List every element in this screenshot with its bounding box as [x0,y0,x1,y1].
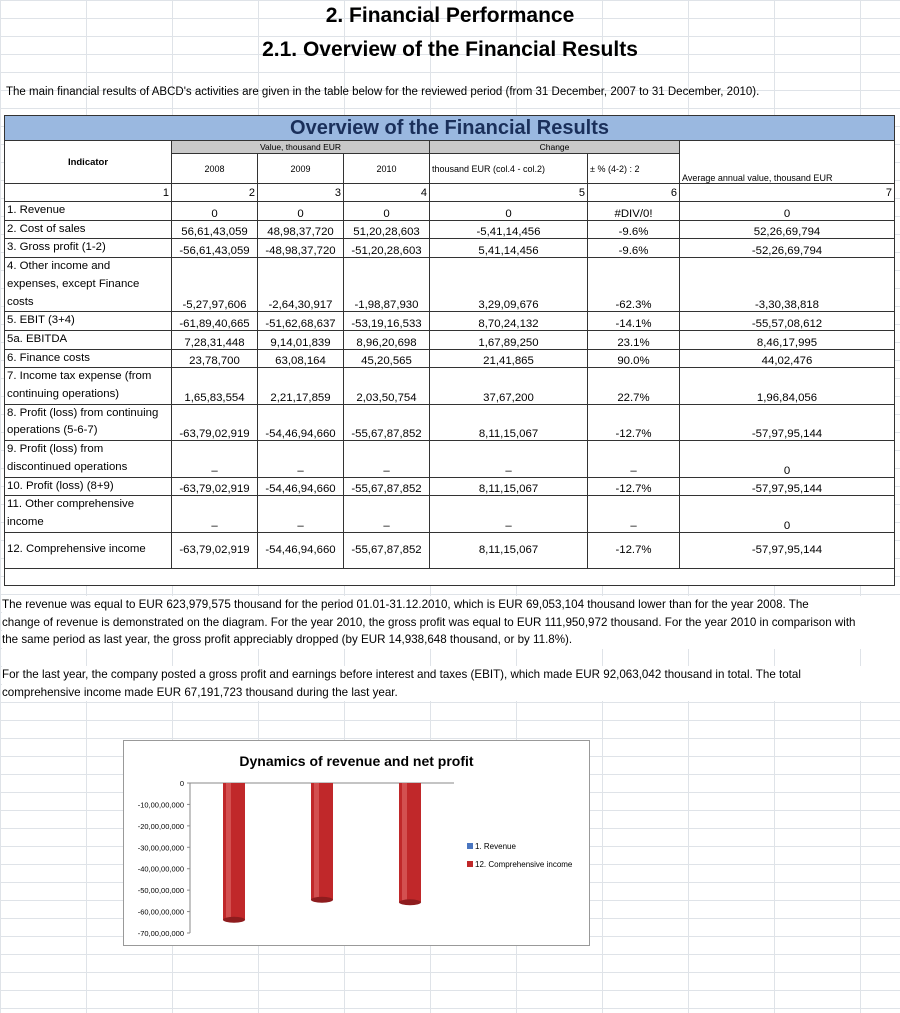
table-row [5,220,895,239]
indicator-cell [5,368,172,404]
cell-v2010: 51,20,28,603 [344,220,430,239]
indicator-label: expenses, except Finance [7,277,140,290]
cell-pct: -12.7% [588,532,680,568]
cell-chg: 5,41,14,456 [430,239,588,258]
cell-v2010: 0 [344,202,430,221]
cell-avg: -57,97,95,144 [680,477,895,496]
indicator-cell [5,349,172,368]
value-group-header: Value, thousand EUR [172,141,430,154]
cell-v2008: -56,61,43,059 [172,239,258,258]
legend-swatch [467,843,473,849]
cell-v2009: -54,46,94,660 [258,404,344,440]
legend-swatch [467,861,473,867]
cell-v2009: -2,64,30,917 [258,258,344,312]
table-row [5,496,895,532]
col-2008-header: 2008 [172,154,258,184]
cell-pct: -9.6% [588,220,680,239]
indicator-cell [5,239,172,258]
table-row [5,404,895,440]
paragraph-line: change of revenue is demonstrated on the diagram. For the year 2010, the gross profit was equal to EUR 111,950,972 thousand. For the year 2010 in comparison with [2,615,856,629]
indicator-label: 2. Cost of sales [7,222,86,235]
indicator-cell [5,496,172,532]
indicator-label: 10. Profit (loss) (8+9) [7,479,114,492]
chart-title: Dynamics of revenue and net profit [239,753,474,769]
legend-label: 12. Comprehensive income [475,860,573,869]
table-row [5,330,895,349]
cell-pct: -14.1% [588,312,680,331]
cell-v2009: 9,14,01,839 [258,330,344,349]
revenue-profit-chart[interactable] [123,740,590,946]
indicator-cell [5,441,172,477]
cell-pct: -12.7% [588,404,680,440]
cell-v2010: – [344,496,430,532]
analysis-paragraph-1 [2,596,900,649]
cell-v2009: 63,08,164 [258,349,344,368]
cell-chg: 37,67,200 [430,368,588,404]
y-tick-label: -70,00,00,000 [137,929,184,938]
paragraph-line: comprehensive income made EUR 67,191,723 thousand during the last year. [2,685,398,699]
table-body [5,202,895,569]
y-tick-label: -20,00,00,000 [137,821,184,831]
column-number: 2 [172,184,258,202]
cell-v2008: 7,28,31,448 [172,330,258,349]
cell-chg: 1,67,89,250 [430,330,588,349]
cell-v2008: -63,79,02,919 [172,404,258,440]
cell-avg: -3,30,38,818 [680,258,895,312]
cell-avg: 1,96,84,056 [680,368,895,404]
cell-pct: 23.1% [588,330,680,349]
cell-v2009: 0 [258,202,344,221]
cell-chg: 0 [430,202,588,221]
y-tick-label: -50,00,00,000 [137,886,184,896]
avg-header: Average annual value, thousand EUR [680,141,895,184]
bar-highlight [314,783,319,900]
cell-v2008: -61,89,40,665 [172,312,258,331]
indicator-label: 12. Comprehensive income [7,543,146,556]
indicator-label: 6. Finance costs [7,351,90,364]
col-change-eur-header: thousand EUR (col.4 - col.2) [430,154,588,184]
y-tick-label: -10,00,00,000 [137,800,184,810]
cell-chg: 8,70,24,132 [430,312,588,331]
cell-v2008: 56,61,43,059 [172,220,258,239]
indicator-cell [5,312,172,331]
indicator-label: discontinued operations [7,460,128,473]
indicator-label: costs [7,295,34,308]
cell-v2010: -55,67,87,852 [344,532,430,568]
cell-pct: -62.3% [588,258,680,312]
cell-v2008: 1,65,83,554 [172,368,258,404]
cell-avg: -52,26,69,794 [680,239,895,258]
indicator-label: income [7,515,44,528]
intro-text: The main financial results of ABCD's activities are given in the table below for the reviewed period (from 31 December, 2007 to 31 December, 2010). [6,86,760,98]
cell-v2009: 48,98,37,720 [258,220,344,239]
cell-chg: -5,41,14,456 [430,220,588,239]
cell-v2009: – [258,441,344,477]
cell-avg: 52,26,69,794 [680,220,895,239]
y-tick-label: -30,00,00,000 [137,843,184,853]
cell-v2008: – [172,441,258,477]
cell-pct: – [588,496,680,532]
cell-v2010: 2,03,50,754 [344,368,430,404]
indicator-cell [5,477,172,496]
cell-avg: -55,57,08,612 [680,312,895,331]
cell-v2010: -53,19,16,533 [344,312,430,331]
subsection-heading: 2.1. Overview of the Financial Results [262,38,638,61]
column-number: 4 [344,184,430,202]
cell-v2008: – [172,496,258,532]
cell-chg: – [430,441,588,477]
cell-avg: 0 [680,441,895,477]
cell-v2010: 8,96,20,698 [344,330,430,349]
column-number: 6 [588,184,680,202]
table-row [5,532,895,568]
paragraph-line: The revenue was equal to EUR 623,979,575 thousand for the period 01.01-31.12.2010, which is EUR 69,053,104 thousand lower than for the year 2008. The [2,598,809,611]
indicator-label: 5a. EBITDA [7,332,68,345]
cell-v2009: -51,62,68,637 [258,312,344,331]
cell-avg: 0 [680,202,895,221]
cell-chg: 8,11,15,067 [430,404,588,440]
chart-plot [124,741,589,945]
cell-chg: 3,29,09,676 [430,258,588,312]
cell-v2010: -55,67,87,852 [344,404,430,440]
cell-chg: 8,11,15,067 [430,477,588,496]
table-row [5,239,895,258]
indicator-cell [5,202,172,221]
cell-pct: -12.7% [588,477,680,496]
indicator-cell [5,220,172,239]
financial-results-table [4,115,895,586]
table-row [5,312,895,331]
y-tick-label: 0 [179,779,184,788]
column-number: 1 [5,184,172,202]
cell-v2009: -54,46,94,660 [258,477,344,496]
cell-v2010: -51,20,28,603 [344,239,430,258]
bar-highlight [402,783,407,902]
cell-v2010: 45,20,565 [344,349,430,368]
cell-v2010: -55,67,87,852 [344,477,430,496]
table-row [5,441,895,477]
cell-pct: 22.7% [588,368,680,404]
table-row [5,368,895,404]
indicator-label: 9. Profit (loss) from [7,443,104,456]
cell-pct: 90.0% [588,349,680,368]
indicator-cell [5,404,172,440]
indicator-label: continuing operations) [7,388,120,401]
indicator-label: 4. Other income and [7,260,111,273]
table-row [5,349,895,368]
bar-bottom-cap [223,917,245,923]
cell-avg: 0 [680,496,895,532]
y-tick-label: -40,00,00,000 [137,864,184,874]
cell-v2010: – [344,441,430,477]
legend-label: 1. Revenue [475,842,516,851]
cell-v2009: 2,21,17,859 [258,368,344,404]
col-change-pct-header: ± % (4-2) : 2 [588,154,680,184]
indicator-cell [5,532,172,568]
cell-avg: 44,02,476 [680,349,895,368]
col-2010-header: 2010 [344,154,430,184]
cell-v2009: – [258,496,344,532]
cell-v2008: 23,78,700 [172,349,258,368]
cell-v2010: -1,98,87,930 [344,258,430,312]
section-heading: 2. Financial Performance [325,4,575,27]
cell-v2008: -5,27,97,606 [172,258,258,312]
indicator-label: 11. Other comprehensive [7,498,135,511]
cell-v2009: -48,98,37,720 [258,239,344,258]
indicator-label: 3. Gross profit (1-2) [7,241,106,254]
cell-pct: – [588,441,680,477]
column-number: 3 [258,184,344,202]
indicator-header: Indicator [5,141,172,184]
cell-chg: – [430,496,588,532]
indicator-cell [5,258,172,312]
bar-bottom-cap [311,897,333,903]
cell-v2008: 0 [172,202,258,221]
indicator-label: 1. Revenue [7,204,66,216]
table-footer-row [5,568,895,585]
cell-pct: #DIV/0! [588,202,680,221]
cell-v2008: -63,79,02,919 [172,532,258,568]
cell-chg: 8,11,15,067 [430,532,588,568]
cell-v2008: -63,79,02,919 [172,477,258,496]
cell-chg: 21,41,865 [430,349,588,368]
cell-v2009: -54,46,94,660 [258,532,344,568]
indicator-label: operations (5-6-7) [7,424,98,437]
cell-pct: -9.6% [588,239,680,258]
table-row [5,258,895,312]
paragraph-line: For the last year, the company posted a gross profit and earnings before interest and taxes (EBIT), which made EUR 92,063,042 thousand in total. The total [2,668,801,681]
bar-bottom-cap [399,899,421,905]
indicator-cell [5,330,172,349]
cell-avg: -57,97,95,144 [680,532,895,568]
indicator-label: 5. EBIT (3+4) [7,314,75,327]
table-row [5,202,895,221]
table-row [5,477,895,496]
change-group-header: Change [430,141,680,154]
indicator-label: 8. Profit (loss) from continuing [7,406,159,419]
analysis-paragraph-2 [2,666,900,701]
cell-avg: 8,46,17,995 [680,330,895,349]
table-title: Overview of the Financial Results [5,116,895,141]
column-number: 5 [430,184,588,202]
col-2009-header: 2009 [258,154,344,184]
bar-highlight [226,783,231,920]
y-tick-label: -60,00,00,000 [137,907,184,917]
cell-avg: -57,97,95,144 [680,404,895,440]
indicator-label: 7. Income tax expense (from [7,370,152,383]
paragraph-line: the same period as last year, the gross profit appreciably dropped (by EUR 14,938,648 thousand, or by 11.8%). [2,633,573,646]
column-number: 7 [680,184,895,202]
